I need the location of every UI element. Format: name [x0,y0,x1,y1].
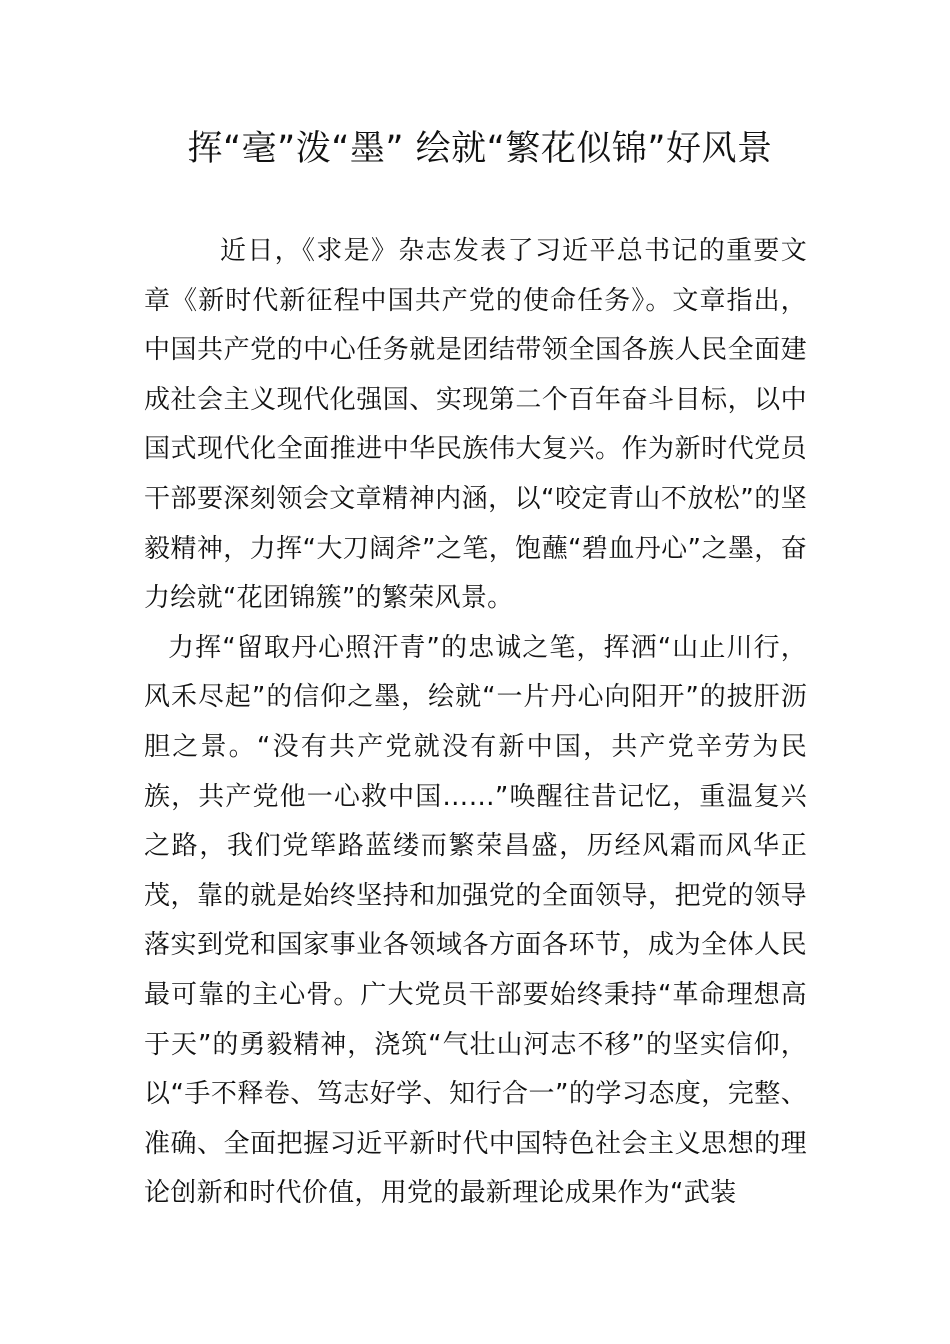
document-title: 挥“毫”泼“墨” 绘就“繁花似锦”好风景 [187,129,773,169]
paragraph-2: 力挥“留取丹心照汗青”的忠诚之笔，挥洒“山止川行，风禾尽起”的信仰之墨，绘就“一片丹心向阳开”的披肝沥胆之景。“没有共产党就没有新中国，共产党辛劳为民族，共产党他一心救中国……”唤醒往昔记忆，重温复兴之路，我们党筚路蓝缕而繁荣昌盛，历经风霜而风华正茂，靠的就是始终坚持和加强党的全面领导，把党的领导落实到党和国家事业各领域各方面各环节，成为全体人民最可靠的主心骨。广大党员干部要始终秉持“革命理想高于天”的勇毅精神，浇筑“气壮山河志不移”的坚实信仰，以“手不释卷、笃志好学、知行合一”的学习态度，完整、准确、全面把握习近平新时代中国特色社会主义思想的理论创新和时代价值，用党的最新理论成果作为“武装 [144,632,807,1209]
document-body [144,227,807,1219]
paragraph-1: 近日，《求是》杂志发表了习近平总书记的重要文章《新时代新征程中国共产党的使命任务》。文章指出，中国共产党的中心任务就是团结带领全国各族人民全面建成社会主义现代化强国、实现第二个百年奋斗目标，以中国式现代化全面推进中华民族伟大复兴。作为新时代党员干部要深刻领会文章精神内涵，以“咬定青山不放松”的坚毅精神，力挥“大刀阔斧”之笔，饱蘸“碧血丹心”之墨，奋力绘就“花团锦簇”的繁荣风景。 [144,236,807,614]
